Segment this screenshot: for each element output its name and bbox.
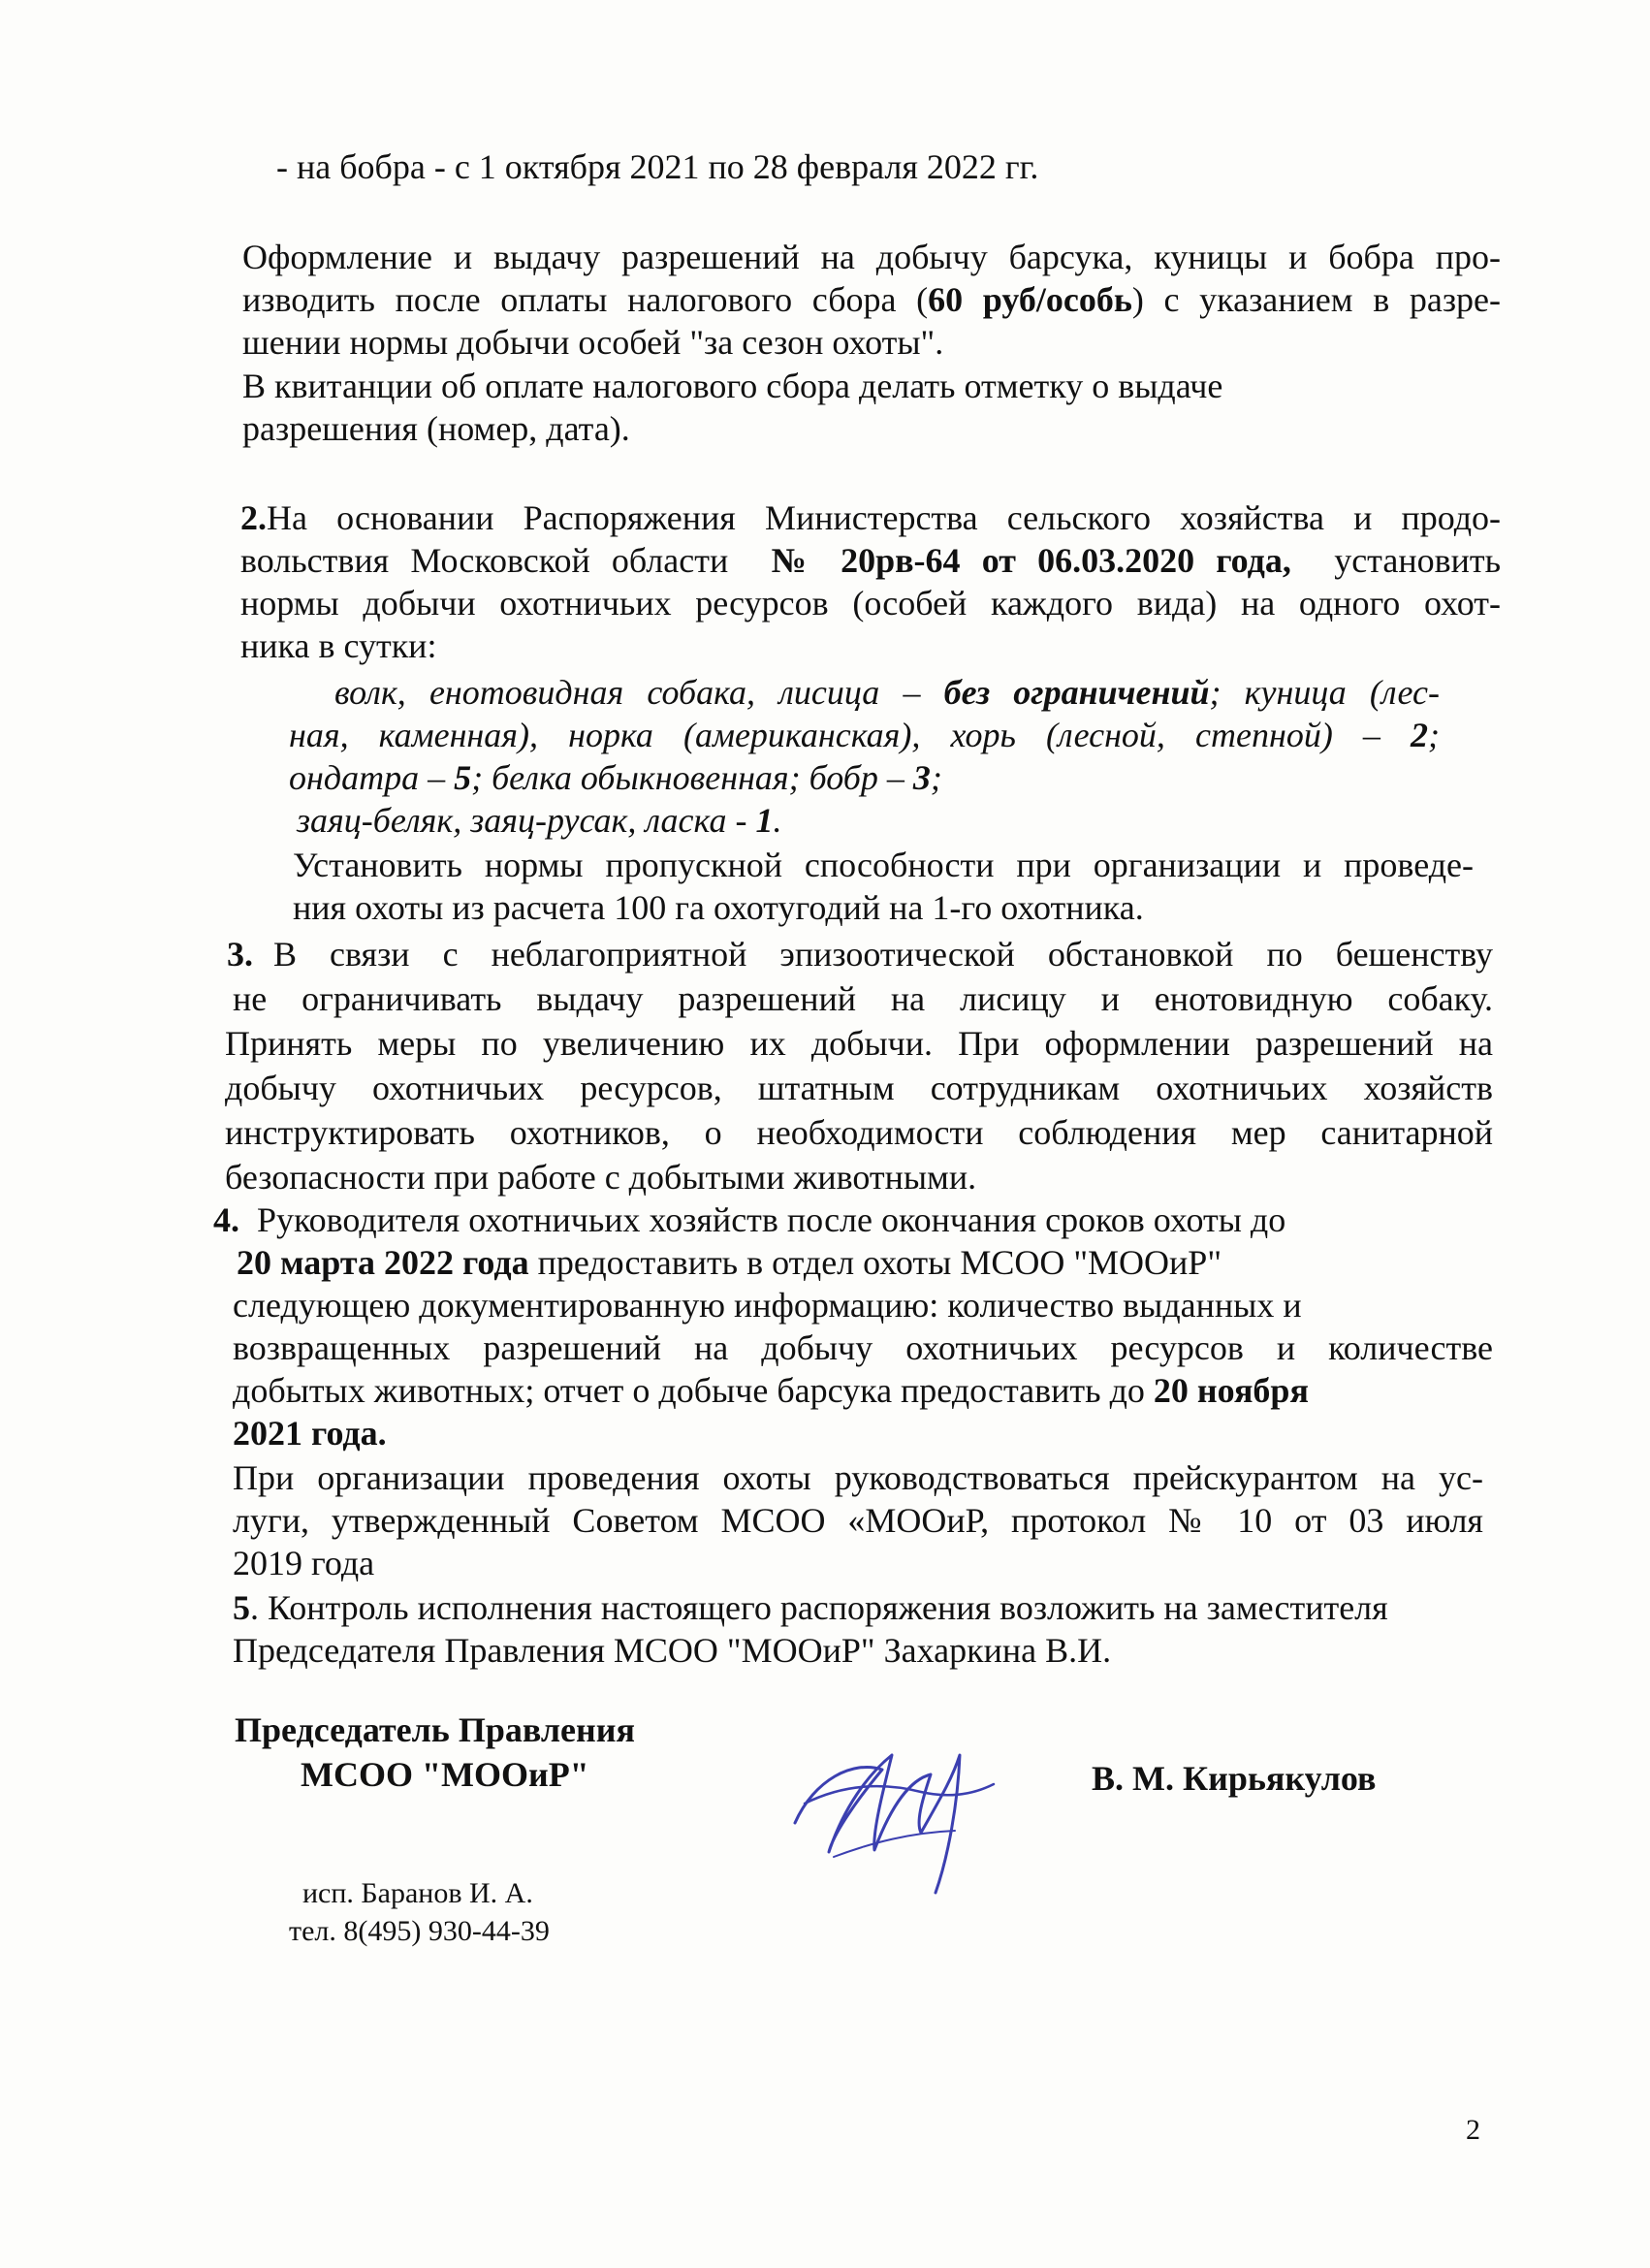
capacity-line-2: ния охоты из расчета 100 га охотугодий на 1-го охотника. — [293, 888, 1144, 927]
permits-line-3: шении нормы добычи особей "за сезон охоты". — [242, 323, 944, 362]
item4-line-6: 2021 года. — [233, 1414, 387, 1453]
capacity-line-1: Установить нормы пропускной способности при организации и проведе- — [293, 846, 1474, 884]
item5-line-2: Председателя Правления МСОО "МООиР" Захаркина В.И. — [233, 1631, 1112, 1670]
norms-line-1: волк, енотовидная собака, лисица – без ограничений; куница (лес- — [334, 673, 1440, 712]
item3-line-2: не ограничивать выдачу разрешений на лисицу и енотовидную собаку. — [233, 979, 1493, 1018]
item4-line-2: 20 марта 2022 года предоставить в отдел охоты МСОО "МООиР" — [237, 1243, 1222, 1282]
item2-line-1: 2.На основании Распоряжения Министерства сельского хозяйства и продо- — [240, 498, 1501, 537]
item3-number: 3. — [227, 935, 253, 974]
executor-phone: тел. 8(495) 930-44-39 — [289, 1915, 550, 1947]
item3-line-4: добычу охотничьих ресурсов, штатным сотрудникам охотничьих хозяйств — [225, 1069, 1493, 1107]
item4-line-5: добытых животных; отчет о добыче барсука предоставить до 20 ноября — [233, 1371, 1309, 1410]
pricelist-line-3: 2019 года — [233, 1544, 375, 1582]
pricelist-line-2: луги, утвержденный Советом МСОО «МООиР, протокол № 10 от 03 июля — [233, 1501, 1483, 1540]
norms-line-2: ная, каменная), норка (американская), хорь (лесной, степной) – 2; — [289, 716, 1440, 754]
signer-name: В. М. Кирьякулов — [1092, 1759, 1377, 1798]
signer-title-2: МСОО "МООиР" — [301, 1755, 589, 1794]
receipt-line-2: разрешения (номер, дата). — [242, 409, 630, 448]
decree-number: № 20рв-64 от 06.03.2020 года, — [771, 541, 1291, 580]
pricelist-line-1: При организации проведения охоты руководствоваться прейскурантом на ус- — [233, 1458, 1483, 1497]
item4-line-3: следующею документированную информацию: количество выданных и — [233, 1286, 1302, 1325]
item2-line-4: ника в сутки: — [240, 626, 437, 665]
item3-line-1: В связи с неблагоприятной эпизоотической обстановкой по бешенству — [273, 935, 1493, 974]
signer-title-1: Председатель Правления — [235, 1710, 635, 1749]
item3-line-3: Принять меры по увеличению их добычи. При оформлении разрешений на — [225, 1024, 1493, 1063]
item5-line-1: 5. Контроль исполнения настоящего распоряжения возложить на заместителя — [233, 1588, 1388, 1627]
item4-number: 4. — [213, 1200, 239, 1239]
deadline-march: 20 марта 2022 года — [237, 1243, 529, 1282]
item4-line-1: 4. Руководителя охотничьих хозяйств после окончания сроков охоты до — [213, 1200, 1286, 1239]
deadline-november: 20 ноября — [1153, 1371, 1309, 1410]
page-number: 2 — [1466, 2114, 1480, 2146]
permits-line-2: изводить после оплаты налогового сбора (60 руб/особь) с указанием в разре- — [242, 280, 1502, 319]
item5-number: 5 — [233, 1588, 250, 1627]
item3-line-6: безопасности при работе с добытыми животными. — [225, 1158, 977, 1197]
norms-line-4: заяц-беляк, заяц-русак, ласка - 1. — [297, 801, 782, 840]
executor-name: исп. Баранов И. А. — [302, 1877, 533, 1909]
item4-line-4: возвращенных разрешений на добычу охотничьих ресурсов и количестве — [233, 1328, 1493, 1367]
tax-fee: 60 руб/особь — [928, 280, 1132, 319]
receipt-line-1: В квитанции об оплате налогового сбора делать отметку о выдаче — [242, 367, 1223, 405]
handwritten-signature — [776, 1687, 1028, 1901]
item2-line-3: нормы добычи охотничьих ресурсов (особей каждого вида) на одного охот- — [240, 584, 1501, 623]
item2-number: 2. — [240, 498, 267, 537]
season-beaver-line: - на бобра - с 1 октября 2021 по 28 февраля 2022 гг. — [276, 147, 1039, 186]
item3-line-5: инструктировать охотников, о необходимости соблюдения мер санитарной — [225, 1113, 1493, 1152]
norms-line-3: ондатра – 5; белка обыкновенная; бобр – 3; — [289, 758, 942, 797]
permits-line-1: Оформление и выдачу разрешений на добычу барсука, куницы и бобра про- — [242, 238, 1501, 276]
item2-line-2: вольствия Московской области № 20рв-64 от 06.03.2020 года, установить — [240, 541, 1502, 580]
